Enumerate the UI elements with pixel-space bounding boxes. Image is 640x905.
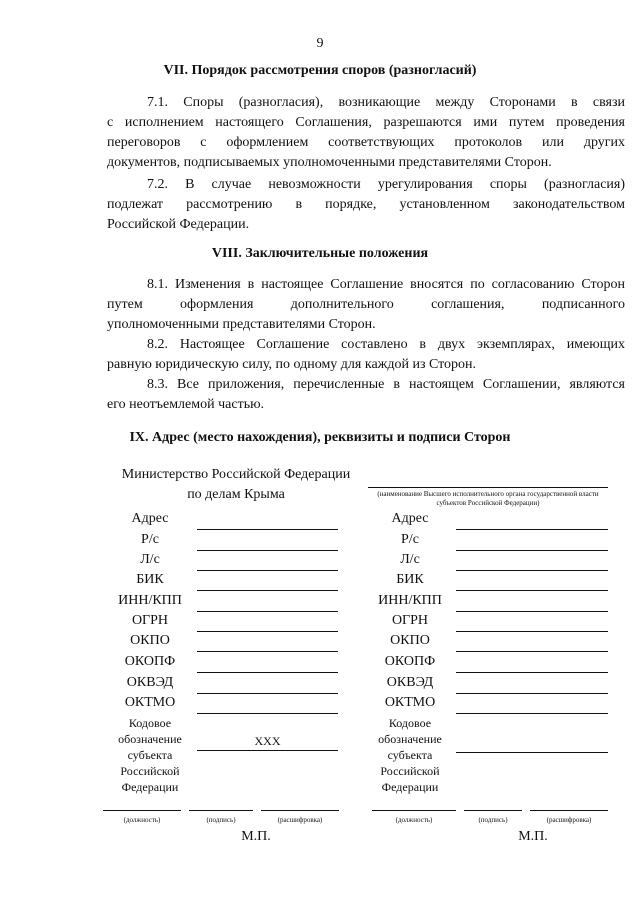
code-label-line: Российской — [120, 764, 180, 778]
paragraph-8-3 — [107, 375, 625, 415]
paragraph-line: равную юридическую силу, по одному для каждой из Сторон. — [107, 357, 477, 372]
paragraph-7-2 — [107, 175, 625, 235]
right-field-line — [456, 631, 608, 632]
right-stamp-mark: М.П. — [518, 829, 548, 844]
paragraph-line: его неотъемлемой частью. — [107, 397, 265, 412]
paragraph-line: документов, подписываемых уполномоченными представителями Сторон. — [107, 155, 552, 170]
left-field-label-ogrn: ОГРН — [131, 613, 169, 628]
right-party-caption: (наименование Высшего исполнительного органа государственной власти субъектов Российской Федерации) — [377, 490, 599, 507]
left-field-label-rs: Р/с — [141, 532, 159, 547]
left-stamp-mark: М.П. — [241, 829, 271, 844]
code-label-line: субъекта — [387, 748, 433, 762]
left-field-label-okopf: ОКОПФ — [124, 654, 176, 669]
left-code-value: XXX — [254, 734, 281, 748]
left-field-line — [197, 693, 338, 694]
paragraph-8-2 — [107, 335, 625, 375]
right-signature-line — [464, 810, 522, 811]
paragraph-line: Российской Федерации. — [107, 217, 250, 232]
code-label-line: Кодовое — [128, 716, 172, 730]
right-decryption-line — [530, 810, 608, 811]
right-field-line — [456, 590, 608, 591]
paragraph-line: подлежат рассмотрению в порядке, установленном законодательством — [107, 197, 625, 212]
left-field-line — [197, 611, 338, 612]
left-field-label-ls: Л/с — [140, 552, 160, 567]
right-field-label-rs: Р/с — [401, 532, 419, 547]
left-position-caption: (должность) — [123, 816, 161, 824]
left-signature-line — [189, 810, 253, 811]
code-label-line: обозначение — [118, 732, 182, 746]
paragraph-line: уполномоченными представителями Сторон. — [107, 317, 376, 332]
right-position-line — [372, 810, 456, 811]
right-field-label-ogrn: ОГРН — [391, 613, 429, 628]
right-field-label-address: Адрес — [391, 511, 429, 526]
right-code-line — [456, 752, 608, 753]
right-position-caption: (должность) — [395, 816, 433, 824]
left-field-line — [197, 570, 338, 571]
left-field-label-oktmo: ОКТМО — [124, 695, 176, 710]
left-field-label-okpo: ОКПО — [130, 633, 170, 648]
paragraph-line: 8.2. Настоящее Соглашение составлено в двух экземплярах, имеющих — [147, 337, 625, 352]
paragraph-line: 8.3. Все приложения, перечисленные в настоящем Соглашении, являются — [147, 377, 625, 392]
paragraph-line: 7.1. Споры (разногласия), возникающие между Сторонами в связи — [147, 95, 625, 110]
right-field-label-okpo: ОКПО — [390, 633, 430, 648]
left-field-line — [197, 590, 338, 591]
right-field-line — [456, 529, 608, 530]
left-field-line — [197, 529, 338, 530]
paragraph-line: с исполнением настоящего Соглашения, разрешаются ими путем проведения — [107, 115, 625, 130]
code-label-line: Федерации — [381, 780, 439, 794]
code-label-line: Федерации — [121, 780, 179, 794]
paragraph-line: переговоров с оформлением соответствующих протоколов или других — [107, 135, 625, 150]
right-field-label-okopf: ОКОПФ — [384, 654, 436, 669]
left-position-line — [103, 810, 181, 811]
left-code-line — [197, 750, 338, 751]
left-code-label — [107, 715, 193, 795]
code-label-line: Российской — [380, 764, 440, 778]
left-decryption-line — [261, 810, 339, 811]
left-field-label-bik: БИК — [136, 572, 164, 587]
code-label-line: субъекта — [127, 748, 173, 762]
right-field-line — [456, 651, 608, 652]
left-field-line — [197, 651, 338, 652]
left-field-label-address: Адрес — [131, 511, 169, 526]
paragraph-7-1 — [107, 93, 625, 173]
right-field-label-okved: ОКВЭД — [386, 675, 434, 690]
paragraph-line: 8.1. Изменения в настоящее Соглашение вносятся по согласованию Сторон — [147, 277, 625, 292]
left-party-name — [106, 465, 366, 505]
right-decryption-caption: (расшифровка) — [546, 816, 592, 824]
paragraph-line: путем оформления дополнительного соглашения, подписанного — [107, 297, 625, 312]
paragraph-line: 7.2. В случае невозможности урегулирования споры (разногласия) — [147, 177, 625, 192]
left-signature-caption: (подпись) — [206, 816, 236, 824]
right-signature-caption: (подпись) — [478, 816, 508, 824]
left-field-line — [197, 550, 338, 551]
paragraph-8-1 — [107, 275, 625, 335]
left-party-line: Министерство Российской Федерации — [121, 467, 351, 482]
right-field-label-bik: БИК — [396, 572, 424, 587]
right-field-label-oktmo: ОКТМО — [384, 695, 436, 710]
right-field-line — [456, 693, 608, 694]
page-number: 9 — [316, 36, 324, 51]
right-field-line — [456, 570, 608, 571]
right-field-label-ls: Л/с — [400, 552, 420, 567]
right-code-label — [367, 715, 453, 795]
right-field-line — [456, 672, 608, 673]
section-8-heading: VIII. Заключительные положения — [211, 246, 429, 261]
left-field-line — [197, 713, 338, 714]
code-label-line: обозначение — [378, 732, 442, 746]
left-field-label-okved: ОКВЭД — [126, 675, 174, 690]
left-field-line — [197, 631, 338, 632]
left-field-label-inn: ИНН/КПП — [118, 593, 182, 608]
code-label-line: Кодовое — [388, 716, 432, 730]
right-field-line — [456, 611, 608, 612]
right-party-name-line — [368, 487, 608, 488]
left-field-line — [197, 672, 338, 673]
left-decryption-caption: (расшифровка) — [277, 816, 323, 824]
right-field-line — [456, 713, 608, 714]
section-9-heading: IX. Адрес (место нахождения), реквизиты и подписи Сторон — [129, 430, 511, 445]
right-field-label-inn: ИНН/КПП — [378, 593, 442, 608]
section-7-heading: VII. Порядок рассмотрения споров (разногласий) — [163, 63, 477, 78]
right-field-line — [456, 550, 608, 551]
left-party-line: по делам Крыма — [187, 487, 285, 502]
